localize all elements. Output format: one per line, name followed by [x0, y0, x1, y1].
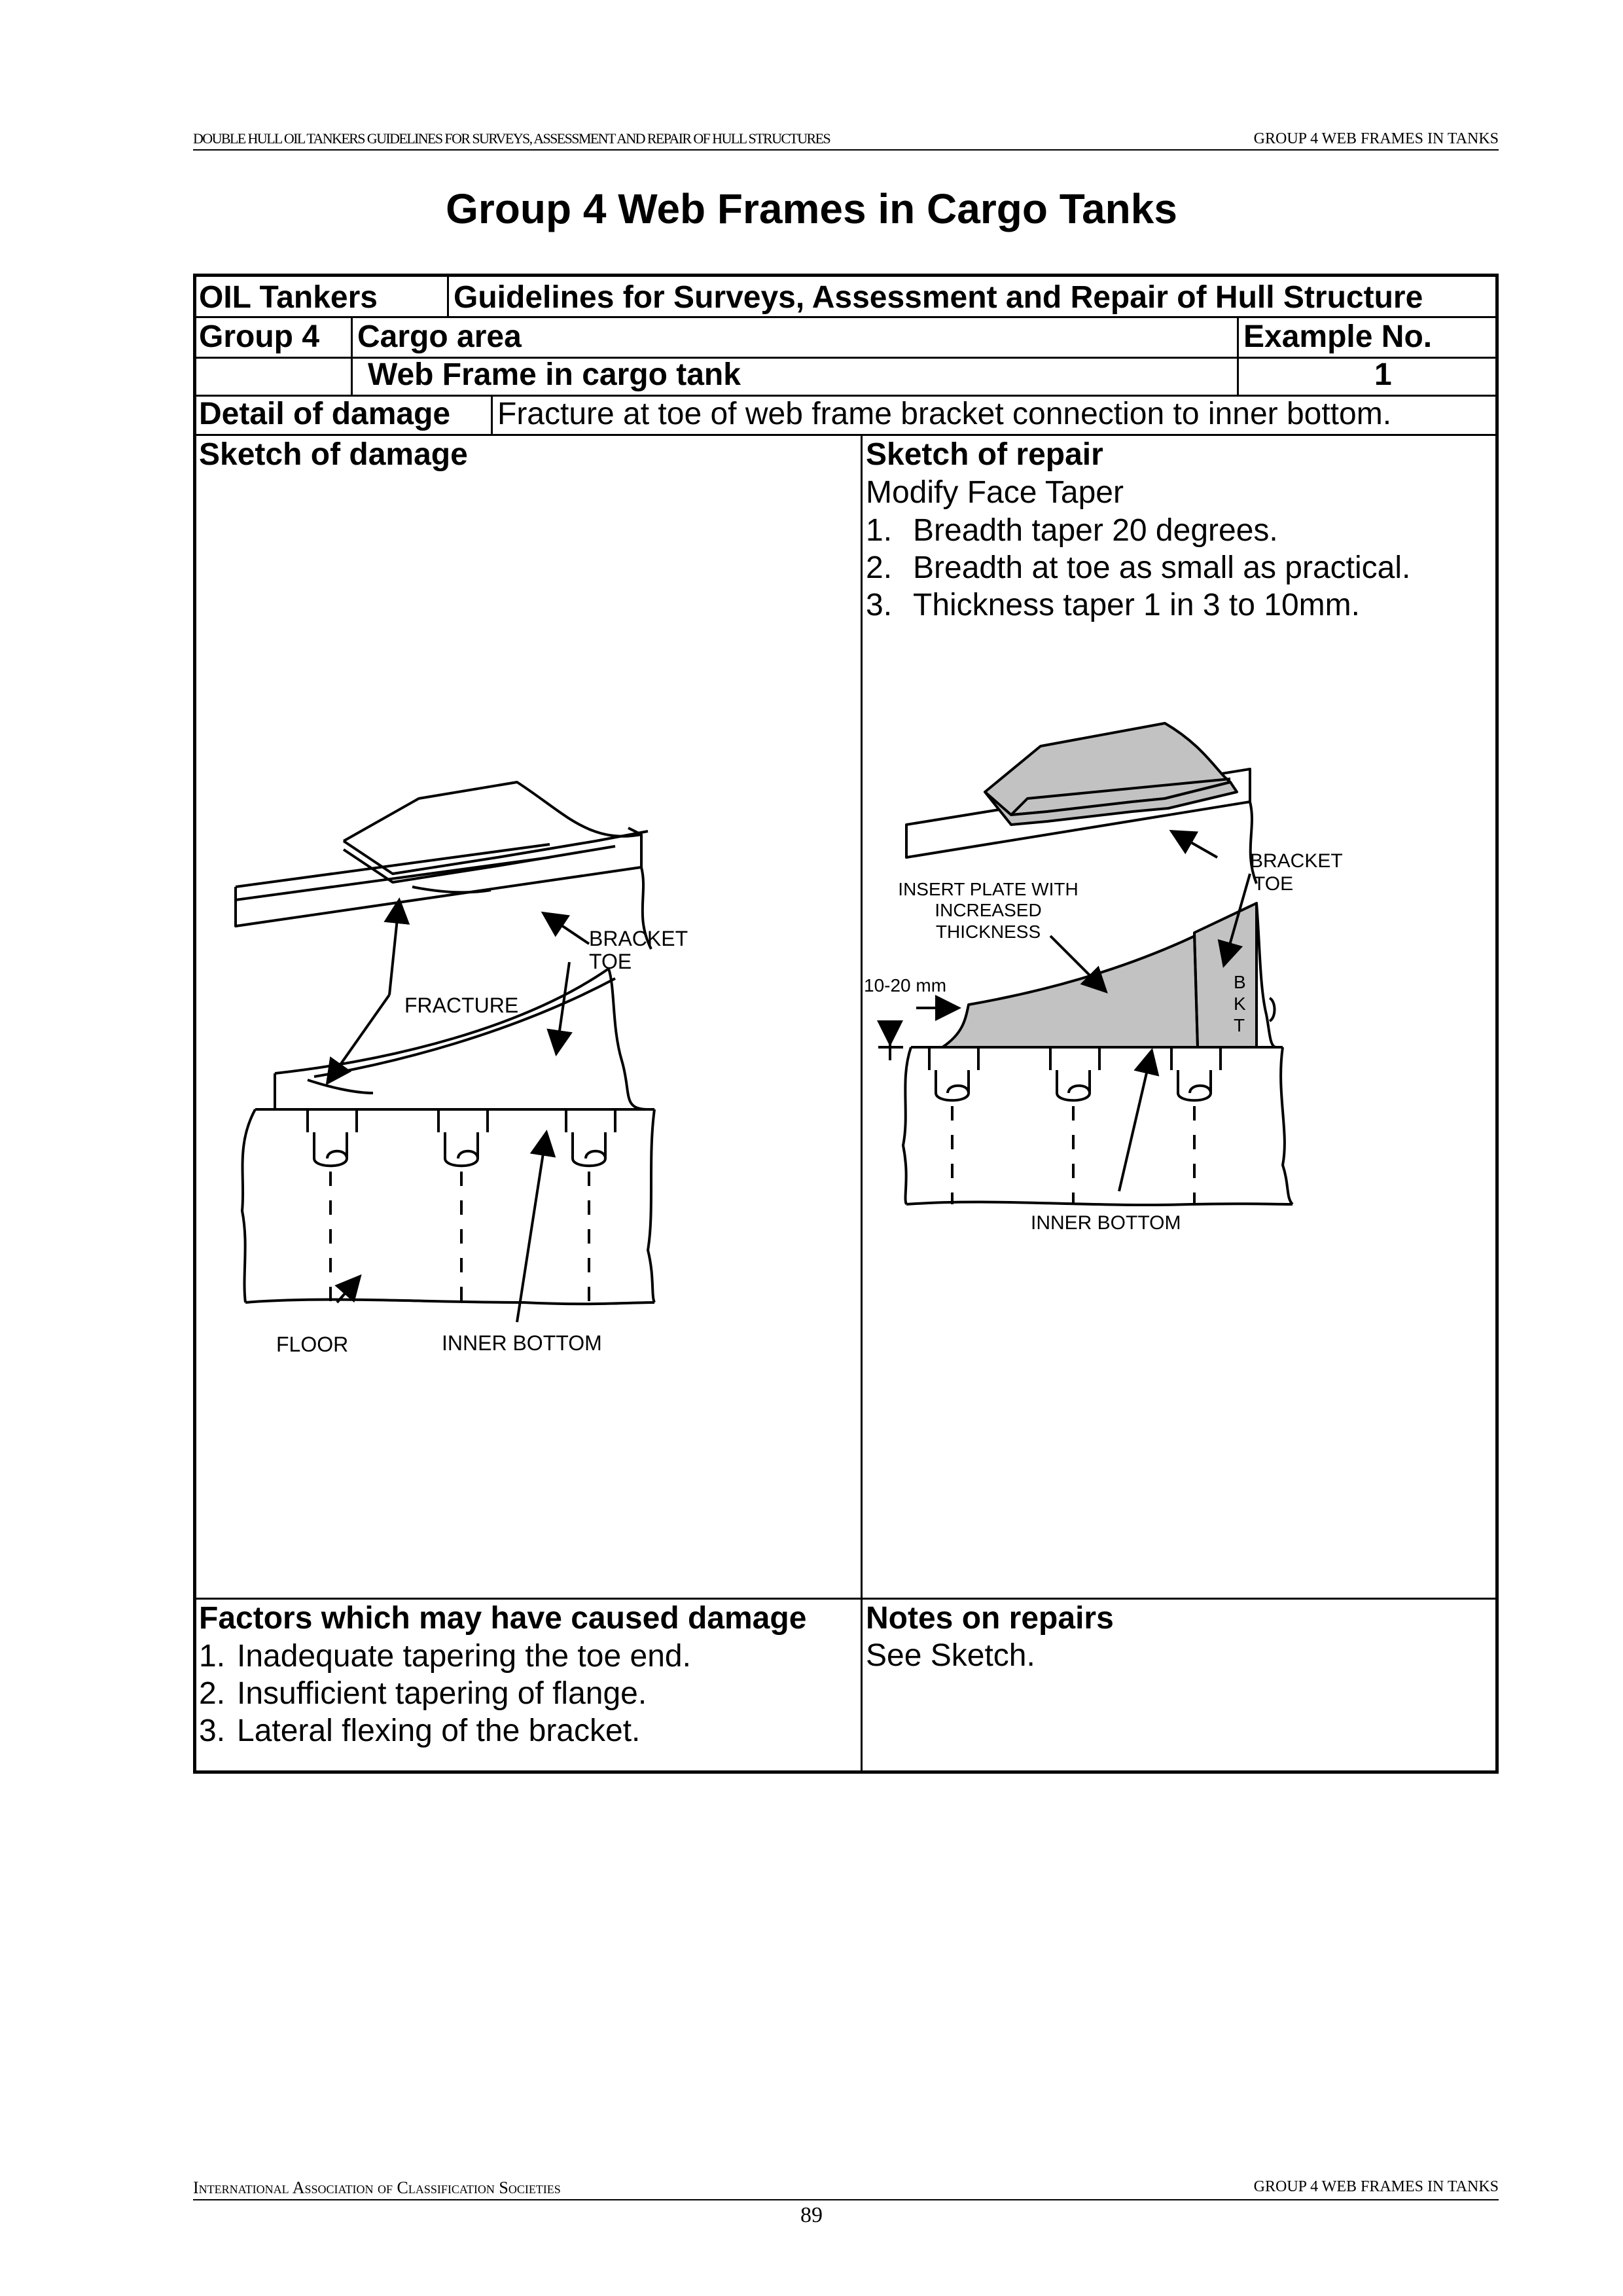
repair-list: [866, 512, 1410, 624]
bkt-label-t: T: [1234, 1015, 1245, 1035]
running-header-right: GROUP 4 WEB FRAMES IN TANKS: [1253, 130, 1499, 147]
bkt-label-k: K: [1234, 994, 1246, 1014]
detail-of-damage-text: Fracture at toe of web frame bracket connection to inner bottom.: [497, 397, 1392, 431]
group-label: Group 4: [199, 319, 320, 354]
list-item: 2. Breadth at toe as small as practical.: [866, 550, 1411, 585]
bkt-label-b: B: [1234, 972, 1246, 992]
web-frame-label: Web Frame in cargo tank: [368, 357, 741, 392]
insert-plate-label: INSERT PLATE WITH: [898, 879, 1079, 899]
bracket-curve: [275, 969, 609, 1073]
example-number: 1: [1374, 357, 1392, 392]
footer-rule: [193, 2199, 1499, 2200]
list-item: 3. Thickness taper 1 in 3 to 10mm.: [866, 588, 1360, 622]
sketch-of-repair-label: Sketch of repair: [866, 437, 1103, 472]
row-divider: [196, 1598, 1495, 1600]
footer-right: GROUP 4 WEB FRAMES IN TANKS: [1253, 2178, 1499, 2195]
list-item: 3. Lateral flexing of the bracket.: [199, 1713, 641, 1748]
repair-inner-bottom-label: INNER BOTTOM: [1031, 1212, 1181, 1234]
bracket-label: BRACKET: [589, 927, 688, 950]
list-item: 1. Breadth taper 20 degrees.: [866, 513, 1278, 548]
insert-plate-label: THICKNESS: [935, 922, 1041, 942]
page-number: 89: [800, 2203, 823, 2227]
col-divider: [351, 316, 353, 396]
header-rule: [193, 149, 1499, 151]
row-divider: [196, 434, 1495, 436]
col-divider: [861, 434, 863, 1770]
floor-label: FLOOR: [276, 1333, 349, 1356]
dimension-label: 10-20 mm: [864, 975, 947, 996]
running-header-left: DOUBLE HULL OIL TANKERS GUIDELINES FOR SURVEYS, ASSESSMENT AND REPAIR OF HULL STRUCTURES: [193, 130, 830, 147]
sketch-of-damage-label: Sketch of damage: [199, 437, 468, 472]
list-item: 2. Insufficient tapering of flange.: [199, 1676, 647, 1711]
toe-label: TOE: [589, 950, 632, 973]
col-divider: [491, 395, 493, 435]
row-divider: [196, 316, 1495, 318]
notes-on-repairs-label: Notes on repairs: [866, 1601, 1114, 1636]
web-plate: [344, 782, 641, 841]
example-no-label: Example No.: [1243, 319, 1433, 354]
repair-toe-label: TOE: [1253, 873, 1294, 895]
fracture-line-lower: [308, 1080, 373, 1093]
repair-bracket-label: BRACKET: [1250, 850, 1343, 872]
inner-bottom-label: INNER BOTTOM: [442, 1331, 602, 1355]
list-item: 1. Inadequate tapering the toe end.: [199, 1639, 691, 1674]
oil-tankers-label: OIL Tankers: [199, 280, 378, 315]
page-title: Group 4 Web Frames in Cargo Tanks: [446, 185, 1177, 232]
insert-plate-label: INCREASED: [935, 900, 1042, 920]
factors-list: [199, 1638, 691, 1749]
repair-intro: Modify Face Taper: [866, 475, 1124, 510]
detail-of-damage-label: Detail of damage: [199, 397, 451, 431]
cargo-area-label: Cargo area: [357, 319, 522, 354]
factors-label: Factors which may have caused damage: [199, 1601, 807, 1636]
col-divider: [447, 277, 449, 317]
footer-left: International Association of Classification Societies: [193, 2178, 561, 2197]
fracture-label: FRACTURE: [404, 994, 519, 1017]
col-divider: [1237, 316, 1239, 396]
repair-floor-bottom: [906, 1202, 1293, 1205]
notes-on-repairs-text: See Sketch.: [866, 1638, 1035, 1673]
repair-sketch: [864, 707, 1466, 1270]
guidelines-title: Guidelines for Surveys, Assessment and Repair of Hull Structure: [454, 280, 1423, 315]
damage-sketch: [196, 753, 851, 1374]
floor-bottom: [245, 1300, 654, 1304]
